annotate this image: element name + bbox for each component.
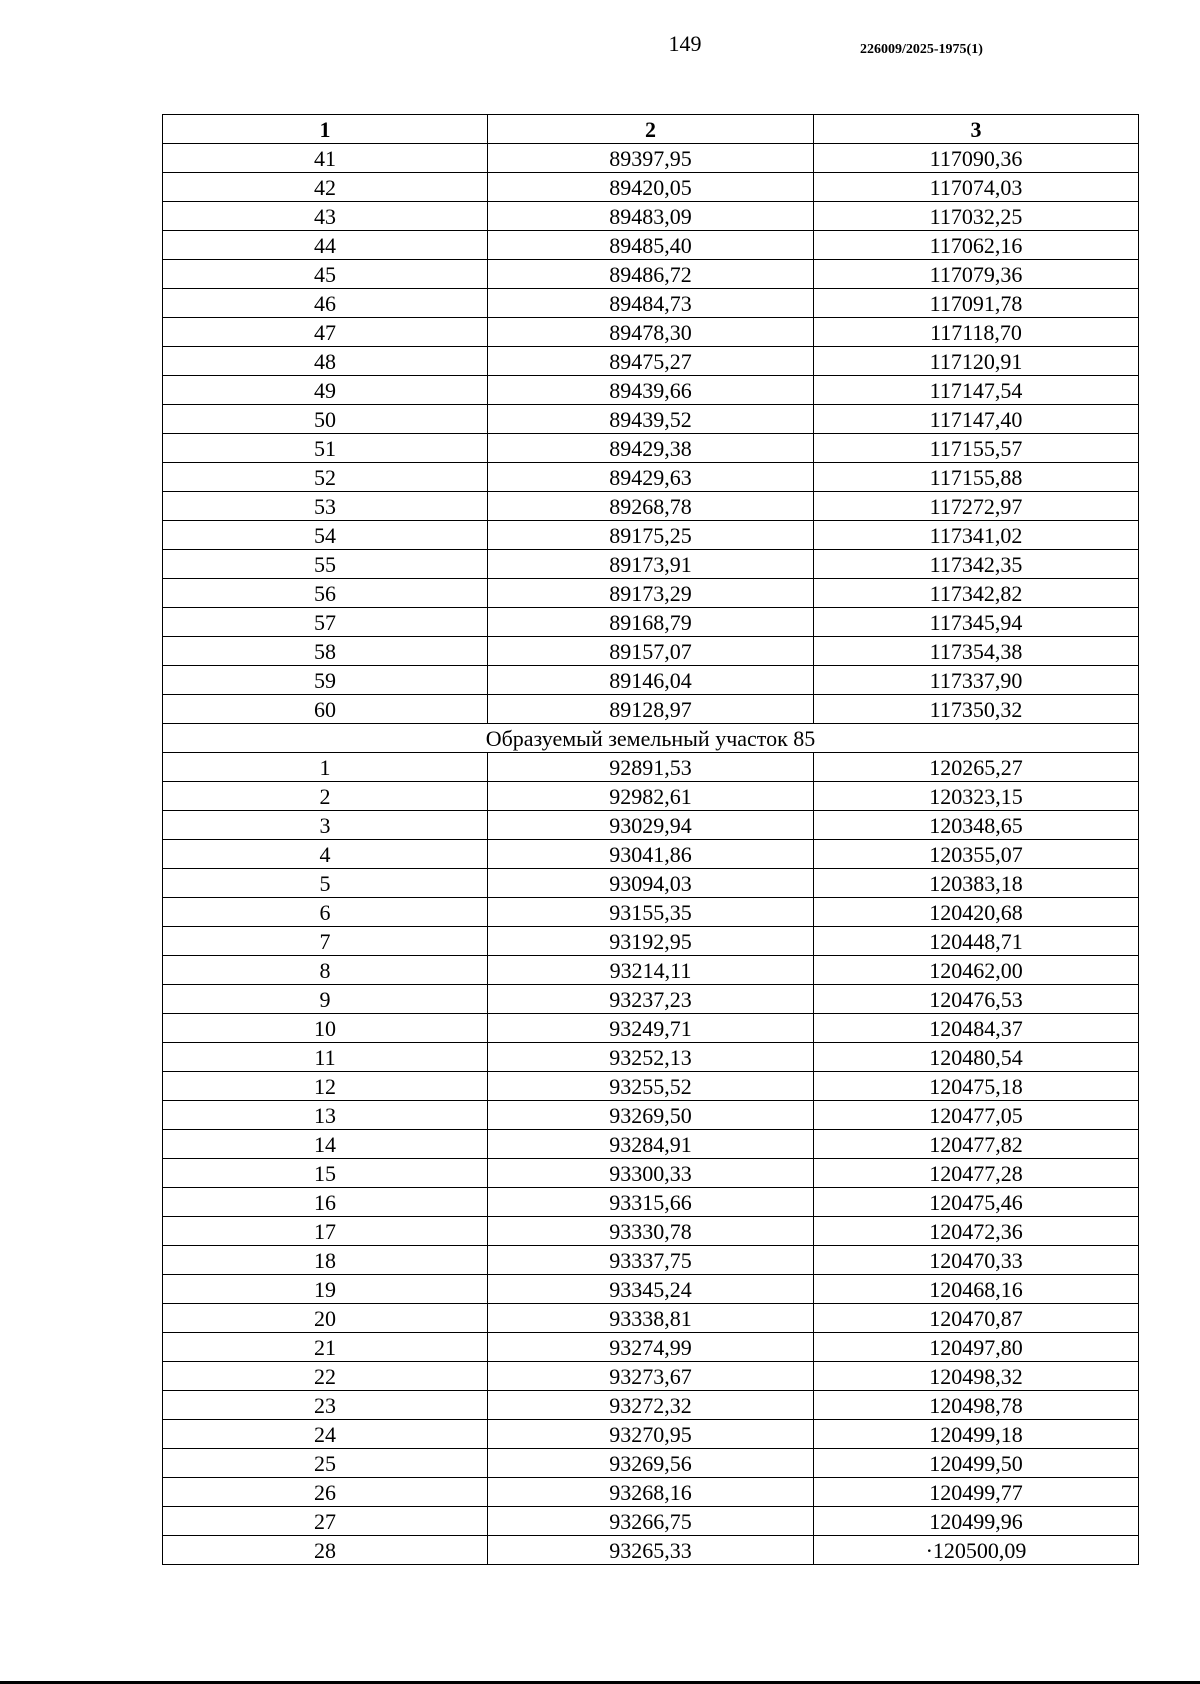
point-number-cell: 19 bbox=[163, 1275, 488, 1304]
point-number-cell: 45 bbox=[163, 260, 488, 289]
point-number-cell: 20 bbox=[163, 1304, 488, 1333]
point-number-cell: 41 bbox=[163, 144, 488, 173]
point-number-cell: 1 bbox=[163, 753, 488, 782]
point-number-cell: 4 bbox=[163, 840, 488, 869]
table-row bbox=[163, 1246, 1139, 1275]
y-coordinate-cell: 120472,36 bbox=[814, 1217, 1139, 1246]
table-row bbox=[163, 347, 1139, 376]
point-number-cell: 43 bbox=[163, 202, 488, 231]
point-number-cell: 7 bbox=[163, 927, 488, 956]
x-coordinate-cell: 89268,78 bbox=[488, 492, 814, 521]
table-row bbox=[163, 434, 1139, 463]
y-coordinate-cell: 120355,07 bbox=[814, 840, 1139, 869]
table-row bbox=[163, 579, 1139, 608]
y-coordinate-cell: 117337,90 bbox=[814, 666, 1139, 695]
table-row bbox=[163, 289, 1139, 318]
table-row bbox=[163, 1478, 1139, 1507]
x-coordinate-cell: 92982,61 bbox=[488, 782, 814, 811]
page-number: 149 bbox=[668, 31, 702, 56]
y-coordinate-cell: 117091,78 bbox=[814, 289, 1139, 318]
point-number-cell: 54 bbox=[163, 521, 488, 550]
point-number-cell: 14 bbox=[163, 1130, 488, 1159]
y-coordinate-cell: 117074,03 bbox=[814, 173, 1139, 202]
y-coordinate-cell: 117062,16 bbox=[814, 231, 1139, 260]
x-coordinate-cell: 89397,95 bbox=[488, 144, 814, 173]
x-coordinate-cell: 93284,91 bbox=[488, 1130, 814, 1159]
table-row bbox=[163, 695, 1139, 724]
y-coordinate-cell: 117354,38 bbox=[814, 637, 1139, 666]
x-coordinate-cell: 93269,56 bbox=[488, 1449, 814, 1478]
table-row bbox=[163, 173, 1139, 202]
point-number-cell: 48 bbox=[163, 347, 488, 376]
point-number-cell: 16 bbox=[163, 1188, 488, 1217]
x-coordinate-cell: 89173,29 bbox=[488, 579, 814, 608]
table-row bbox=[163, 927, 1139, 956]
table-row bbox=[163, 463, 1139, 492]
y-coordinate-cell: 117118,70 bbox=[814, 318, 1139, 347]
point-number-cell: 8 bbox=[163, 956, 488, 985]
point-number-cell: 3 bbox=[163, 811, 488, 840]
table-row bbox=[163, 144, 1139, 173]
y-coordinate-cell: 120265,27 bbox=[814, 753, 1139, 782]
point-number-cell: 49 bbox=[163, 376, 488, 405]
table-row bbox=[163, 608, 1139, 637]
table-row bbox=[163, 666, 1139, 695]
table-body-part1 bbox=[163, 144, 1139, 724]
y-coordinate-cell: 120462,00 bbox=[814, 956, 1139, 985]
y-coordinate-cell: 120477,82 bbox=[814, 1130, 1139, 1159]
table-row bbox=[163, 985, 1139, 1014]
x-coordinate-cell: 93330,78 bbox=[488, 1217, 814, 1246]
point-number-cell: 59 bbox=[163, 666, 488, 695]
y-coordinate-cell: 117345,94 bbox=[814, 608, 1139, 637]
table-row bbox=[163, 492, 1139, 521]
table-row bbox=[163, 1101, 1139, 1130]
table-row bbox=[163, 1275, 1139, 1304]
table-row bbox=[163, 1014, 1139, 1043]
table-row bbox=[163, 637, 1139, 666]
table-row bbox=[163, 521, 1139, 550]
y-coordinate-cell: 120383,18 bbox=[814, 869, 1139, 898]
y-coordinate-cell: ·120500,09 bbox=[814, 1536, 1139, 1565]
y-coordinate-cell: 120480,54 bbox=[814, 1043, 1139, 1072]
y-coordinate-cell: 117032,25 bbox=[814, 202, 1139, 231]
table-row bbox=[163, 1072, 1139, 1101]
y-coordinate-cell: 117272,97 bbox=[814, 492, 1139, 521]
x-coordinate-cell: 93268,16 bbox=[488, 1478, 814, 1507]
table-row bbox=[163, 1420, 1139, 1449]
x-coordinate-cell: 89439,66 bbox=[488, 376, 814, 405]
table-row bbox=[163, 869, 1139, 898]
column-header-x: 2 bbox=[488, 115, 814, 144]
table-row bbox=[163, 956, 1139, 985]
point-number-cell: 52 bbox=[163, 463, 488, 492]
point-number-cell: 28 bbox=[163, 1536, 488, 1565]
y-coordinate-cell: 120499,77 bbox=[814, 1478, 1139, 1507]
table-row bbox=[163, 1304, 1139, 1333]
table-row bbox=[163, 1130, 1139, 1159]
table-row bbox=[163, 1333, 1139, 1362]
column-header-number: 1 bbox=[163, 115, 488, 144]
y-coordinate-cell: 120348,65 bbox=[814, 811, 1139, 840]
point-number-cell: 21 bbox=[163, 1333, 488, 1362]
table-row bbox=[163, 405, 1139, 434]
table-row bbox=[163, 376, 1139, 405]
x-coordinate-cell: 93300,33 bbox=[488, 1159, 814, 1188]
table-row bbox=[163, 1449, 1139, 1478]
x-coordinate-cell: 93252,13 bbox=[488, 1043, 814, 1072]
point-number-cell: 42 bbox=[163, 173, 488, 202]
table-body-part2 bbox=[163, 753, 1139, 1565]
table-row bbox=[163, 1507, 1139, 1536]
y-coordinate-cell: 117341,02 bbox=[814, 521, 1139, 550]
x-coordinate-cell: 89484,73 bbox=[488, 289, 814, 318]
section-row bbox=[163, 724, 1139, 753]
x-coordinate-cell: 89146,04 bbox=[488, 666, 814, 695]
x-coordinate-cell: 93237,23 bbox=[488, 985, 814, 1014]
point-number-cell: 56 bbox=[163, 579, 488, 608]
y-coordinate-cell: 120420,68 bbox=[814, 898, 1139, 927]
x-coordinate-cell: 89483,09 bbox=[488, 202, 814, 231]
document-id: 226009/2025-1975(1) bbox=[860, 42, 983, 57]
point-number-cell: 46 bbox=[163, 289, 488, 318]
point-number-cell: 53 bbox=[163, 492, 488, 521]
table-row bbox=[163, 1159, 1139, 1188]
point-number-cell: 55 bbox=[163, 550, 488, 579]
table-row bbox=[163, 550, 1139, 579]
y-coordinate-cell: 117350,32 bbox=[814, 695, 1139, 724]
y-coordinate-cell: 120498,78 bbox=[814, 1391, 1139, 1420]
y-coordinate-cell: 120323,15 bbox=[814, 782, 1139, 811]
y-coordinate-cell: 117147,40 bbox=[814, 405, 1139, 434]
x-coordinate-cell: 89128,97 bbox=[488, 695, 814, 724]
x-coordinate-cell: 89420,05 bbox=[488, 173, 814, 202]
table-row bbox=[163, 840, 1139, 869]
x-coordinate-cell: 93155,35 bbox=[488, 898, 814, 927]
table-row bbox=[163, 318, 1139, 347]
x-coordinate-cell: 89173,91 bbox=[488, 550, 814, 579]
y-coordinate-cell: 117090,36 bbox=[814, 144, 1139, 173]
x-coordinate-cell: 93192,95 bbox=[488, 927, 814, 956]
y-coordinate-cell: 120468,16 bbox=[814, 1275, 1139, 1304]
x-coordinate-cell: 89478,30 bbox=[488, 318, 814, 347]
table-row bbox=[163, 782, 1139, 811]
y-coordinate-cell: 120499,50 bbox=[814, 1449, 1139, 1478]
x-coordinate-cell: 89429,38 bbox=[488, 434, 814, 463]
point-number-cell: 60 bbox=[163, 695, 488, 724]
column-header-y: 3 bbox=[814, 115, 1139, 144]
x-coordinate-cell: 93272,32 bbox=[488, 1391, 814, 1420]
x-coordinate-cell: 93345,24 bbox=[488, 1275, 814, 1304]
table-row bbox=[163, 898, 1139, 927]
y-coordinate-cell: 120476,53 bbox=[814, 985, 1139, 1014]
x-coordinate-cell: 93266,75 bbox=[488, 1507, 814, 1536]
y-coordinate-cell: 120477,05 bbox=[814, 1101, 1139, 1130]
y-coordinate-cell: 120499,96 bbox=[814, 1507, 1139, 1536]
coordinates-table bbox=[162, 114, 1139, 1565]
x-coordinate-cell: 92891,53 bbox=[488, 753, 814, 782]
x-coordinate-cell: 93273,67 bbox=[488, 1362, 814, 1391]
point-number-cell: 50 bbox=[163, 405, 488, 434]
point-number-cell: 58 bbox=[163, 637, 488, 666]
x-coordinate-cell: 93338,81 bbox=[488, 1304, 814, 1333]
point-number-cell: 9 bbox=[163, 985, 488, 1014]
y-coordinate-cell: 117155,88 bbox=[814, 463, 1139, 492]
x-coordinate-cell: 93094,03 bbox=[488, 869, 814, 898]
y-coordinate-cell: 120470,87 bbox=[814, 1304, 1139, 1333]
point-number-cell: 13 bbox=[163, 1101, 488, 1130]
table-row bbox=[163, 1536, 1139, 1565]
table-row bbox=[163, 1217, 1139, 1246]
y-coordinate-cell: 120499,18 bbox=[814, 1420, 1139, 1449]
x-coordinate-cell: 89485,40 bbox=[488, 231, 814, 260]
x-coordinate-cell: 93274,99 bbox=[488, 1333, 814, 1362]
point-number-cell: 57 bbox=[163, 608, 488, 637]
point-number-cell: 15 bbox=[163, 1159, 488, 1188]
x-coordinate-cell: 93269,50 bbox=[488, 1101, 814, 1130]
point-number-cell: 24 bbox=[163, 1420, 488, 1449]
y-coordinate-cell: 120448,71 bbox=[814, 927, 1139, 956]
y-coordinate-cell: 120498,32 bbox=[814, 1362, 1139, 1391]
y-coordinate-cell: 120497,80 bbox=[814, 1333, 1139, 1362]
x-coordinate-cell: 93029,94 bbox=[488, 811, 814, 840]
x-coordinate-cell: 93270,95 bbox=[488, 1420, 814, 1449]
table-row bbox=[163, 1188, 1139, 1217]
x-coordinate-cell: 93041,86 bbox=[488, 840, 814, 869]
x-coordinate-cell: 89486,72 bbox=[488, 260, 814, 289]
y-coordinate-cell: 120470,33 bbox=[814, 1246, 1139, 1275]
y-coordinate-cell: 120475,18 bbox=[814, 1072, 1139, 1101]
x-coordinate-cell: 93337,75 bbox=[488, 1246, 814, 1275]
point-number-cell: 12 bbox=[163, 1072, 488, 1101]
table-header-row bbox=[163, 115, 1139, 144]
table-section bbox=[163, 724, 1139, 753]
table-row bbox=[163, 260, 1139, 289]
x-coordinate-cell: 93249,71 bbox=[488, 1014, 814, 1043]
x-coordinate-cell: 89429,63 bbox=[488, 463, 814, 492]
x-coordinate-cell: 89475,27 bbox=[488, 347, 814, 376]
x-coordinate-cell: 93214,11 bbox=[488, 956, 814, 985]
point-number-cell: 47 bbox=[163, 318, 488, 347]
y-coordinate-cell: 117079,36 bbox=[814, 260, 1139, 289]
point-number-cell: 23 bbox=[163, 1391, 488, 1420]
point-number-cell: 2 bbox=[163, 782, 488, 811]
table-row bbox=[163, 231, 1139, 260]
point-number-cell: 6 bbox=[163, 898, 488, 927]
point-number-cell: 17 bbox=[163, 1217, 488, 1246]
point-number-cell: 18 bbox=[163, 1246, 488, 1275]
point-number-cell: 26 bbox=[163, 1478, 488, 1507]
table-row bbox=[163, 202, 1139, 231]
table-row bbox=[163, 753, 1139, 782]
y-coordinate-cell: 117120,91 bbox=[814, 347, 1139, 376]
x-coordinate-cell: 89157,07 bbox=[488, 637, 814, 666]
point-number-cell: 51 bbox=[163, 434, 488, 463]
point-number-cell: 25 bbox=[163, 1449, 488, 1478]
y-coordinate-cell: 120477,28 bbox=[814, 1159, 1139, 1188]
point-number-cell: 27 bbox=[163, 1507, 488, 1536]
point-number-cell: 10 bbox=[163, 1014, 488, 1043]
table-row bbox=[163, 811, 1139, 840]
x-coordinate-cell: 93265,33 bbox=[488, 1536, 814, 1565]
x-coordinate-cell: 89175,25 bbox=[488, 521, 814, 550]
y-coordinate-cell: 120475,46 bbox=[814, 1188, 1139, 1217]
y-coordinate-cell: 120484,37 bbox=[814, 1014, 1139, 1043]
x-coordinate-cell: 89439,52 bbox=[488, 405, 814, 434]
point-number-cell: 11 bbox=[163, 1043, 488, 1072]
x-coordinate-cell: 89168,79 bbox=[488, 608, 814, 637]
table-row bbox=[163, 1043, 1139, 1072]
point-number-cell: 44 bbox=[163, 231, 488, 260]
y-coordinate-cell: 117342,35 bbox=[814, 550, 1139, 579]
x-coordinate-cell: 93315,66 bbox=[488, 1188, 814, 1217]
section-title: Образуемый земельный участок 85 bbox=[163, 724, 1139, 753]
y-coordinate-cell: 117147,54 bbox=[814, 376, 1139, 405]
point-number-cell: 5 bbox=[163, 869, 488, 898]
y-coordinate-cell: 117155,57 bbox=[814, 434, 1139, 463]
y-coordinate-cell: 117342,82 bbox=[814, 579, 1139, 608]
x-coordinate-cell: 93255,52 bbox=[488, 1072, 814, 1101]
point-number-cell: 22 bbox=[163, 1362, 488, 1391]
table-row bbox=[163, 1362, 1139, 1391]
table-row bbox=[163, 1391, 1139, 1420]
